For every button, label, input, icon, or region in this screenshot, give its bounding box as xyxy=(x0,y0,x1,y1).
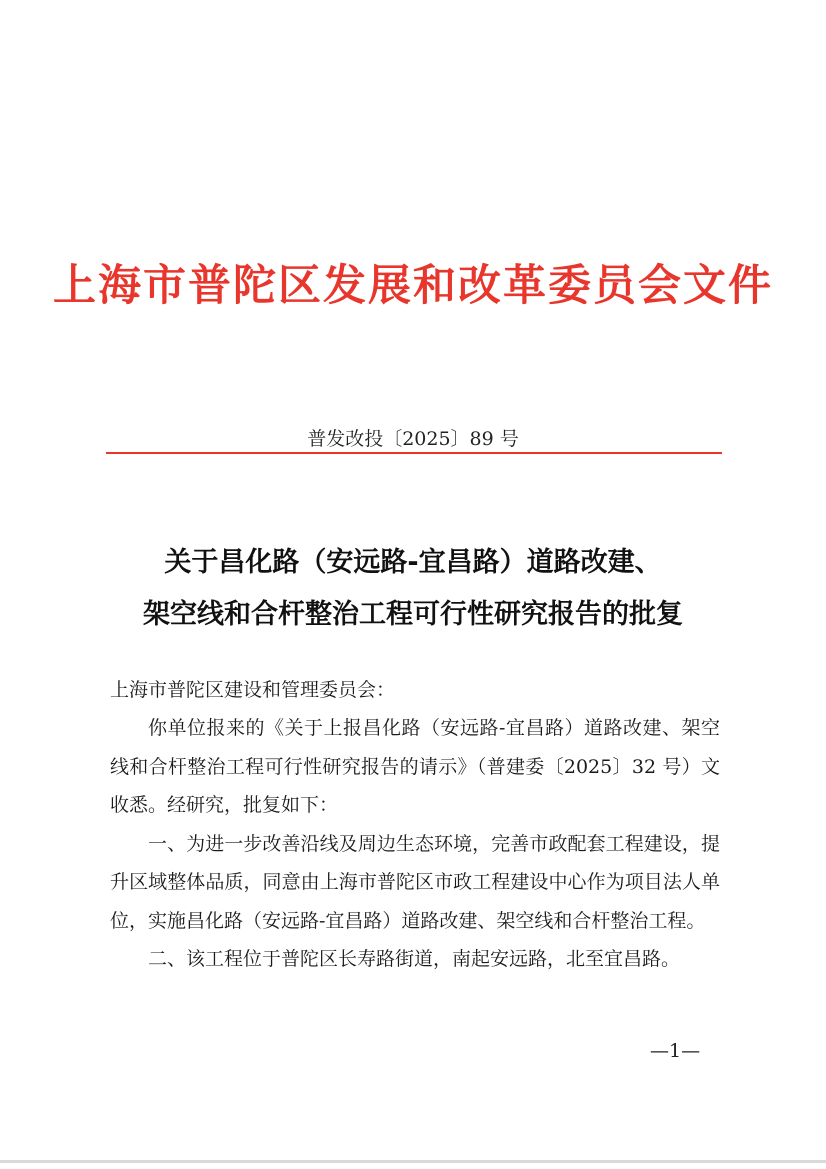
document-title-line-1: 关于昌化路（安远路-宜昌路）道路改建、 xyxy=(164,547,662,578)
paragraph: 一、为进一步改善沿线及周边生态环境，完善市政配套工程建设，提升区域整体品质，同意由上海市普陀区市政工程建设中心作为项目法人单位，实施昌化路（安远路-宜昌路）道路改建、架空线和合杆整治工程。 xyxy=(110,832,720,932)
paragraph: 你单位报来的《关于上报昌化路（安远路-宜昌路）道路改建、架空线和合杆整治工程可行性研究报告的请示》（普建委〔2025〕32 号）文收悉。经研究，批复如下： xyxy=(110,717,720,816)
paragraph: 二、该工程位于普陀区长寿路街道，南起安远路，北至宜昌路。 xyxy=(148,948,681,970)
red-divider xyxy=(106,452,722,454)
document-number: 普发改投〔2025〕89 号 xyxy=(307,428,519,450)
issuing-authority-header: 上海市普陀区发展和改革委员会文件 xyxy=(53,261,773,311)
salutation: 上海市普陀区建设和管理委员会： xyxy=(110,679,396,701)
page-number: —1— xyxy=(650,1040,701,1062)
body-paragraphs xyxy=(110,709,720,979)
document-title-line-2: 架空线和合杆整治工程可行性研究报告的批复 xyxy=(143,599,683,630)
page-bottom-edge xyxy=(0,1160,826,1163)
